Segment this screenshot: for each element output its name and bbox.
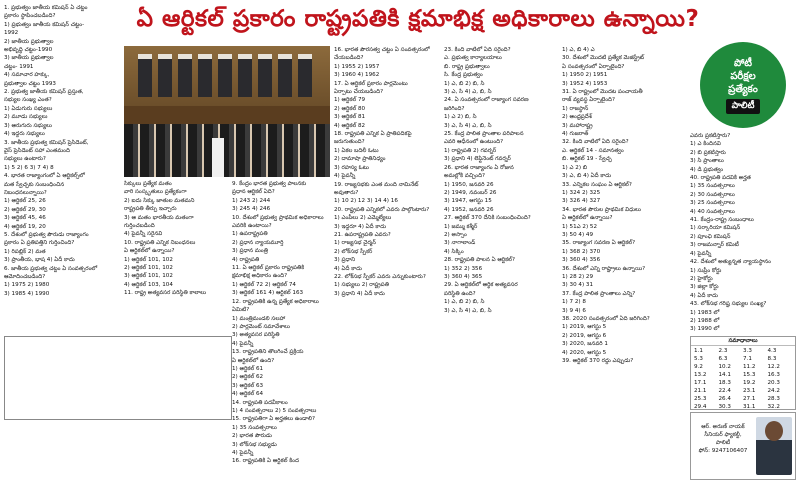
text-line: 3) ఎ, సి 4) ఎ, బి, సి (444, 307, 492, 314)
text-line: 27. ఆర్టికల్ 370 దేనికి సంబంధించింది? (444, 215, 531, 222)
text-line: 4) ఇద్దరు సభ్యులు (4, 131, 45, 138)
text-line: 1992 (4, 30, 19, 37)
text-line: 30. దేశంలో మొదటి ప్రత్యేక మెజిస్ట్రేట్ (562, 55, 645, 62)
answer-item: 11.2 (743, 364, 756, 370)
text-line: 1) సుప్రీం కోర్టు (690, 267, 722, 274)
text-line: చట్టం- 1991 (4, 63, 34, 70)
text-line: సి. కేంద్ర ప్రభుత్వం (444, 72, 483, 79)
answer-item: 16.3 (767, 372, 780, 378)
answer-item: 22.4 (718, 388, 731, 394)
text-line: 3) జిల్లా కోర్టు (690, 284, 719, 291)
answers-title: సమాధానాలు (691, 337, 795, 346)
text-line: జరిగింది? (444, 105, 465, 112)
text-line: 2) ఆర్టికల్ 62 (232, 374, 264, 381)
text-line: 4) ఆర్టికల్ 103, 104 (124, 281, 173, 288)
text-line: 1) సభ్యులు 2) రాష్ట్రపతి (334, 282, 389, 289)
text-line: 24. ఏ సంవత్సరంలో రాజ్యాంగ సవరణ (444, 97, 529, 104)
text-line: 1) 352 2) 356 (444, 265, 483, 272)
text-line: బి. ఆర్టికల్ 19 - స్వేచ్ఛ (562, 156, 612, 163)
text-line: 19. రాజ్యసభకు ఎంత మంది నామినేట్ (334, 181, 419, 188)
text-line: ఎవరికి ఉంటాయి? (232, 223, 272, 230)
text-line: 36. దేశంలో ఎన్ని రాష్ట్రాలు ఉన్నాయి? (562, 265, 646, 272)
answer-item: 10.2 (718, 364, 731, 370)
text-line: ప్రకారం స్థాపించబడింది? (4, 13, 56, 20)
text-line: ప్రధాన ఆర్టికల్ ఏది? (232, 189, 275, 196)
text-line: 25. కేంద్ర పాలిత ప్రాంతాల పరిపాలన (444, 131, 524, 138)
text-line: రాజ్ వ్యవస్థ ఏర్పాటైంది? (562, 97, 615, 104)
text-line: 1) ఎ, బి 4) ఎ (562, 47, 595, 53)
text-line: 3) ఆర్టికల్ 161 4) ఆర్టికల్ 163 (232, 290, 304, 297)
text-line: 2) 1949, నవంబర్ 26 (444, 189, 497, 196)
text-line: 4) 2020, ఆగస్టు 5 (562, 349, 607, 356)
text-line: 4) సమాచార హక్కు, (4, 72, 50, 79)
answer-item: 4.3 (767, 348, 777, 354)
text-line: 4) ఆర్టికల్ 82 (334, 122, 366, 129)
author-title: సీనియర్ ఫ్యాకల్టీ, (704, 432, 742, 438)
text-line: 1) ఉపరాష్ట్రపతి (232, 231, 268, 238)
text-line: 1) 1950 2) 1951 (562, 72, 608, 79)
text-line: 3) 360 4) 356 (562, 257, 601, 264)
text-line: ఏమిటి? (232, 307, 250, 314)
text-line: 3) 30 4) 31 (562, 282, 594, 289)
text-line: 3) ఎ, సి 4) ఎ, బి, సి (444, 122, 492, 129)
text-line: 1) ఆర్టికల్ 72 2) ఆర్టికల్ 74 (232, 281, 296, 288)
text-line: 21. ఉపరాష్ట్రపతి ఎవరు? (334, 231, 391, 238)
text-line: 6. జాతీయ ప్రభుత్వ చట్టం ఏ సంవత్సరంలో (4, 265, 98, 272)
answer-item: 24.2 (767, 388, 780, 394)
answer-item: 25.3 (694, 396, 707, 402)
text-line: 3) ఆర్టికల్ 63 (232, 382, 264, 389)
text-line: 3) 1985 4) 1990 (4, 290, 50, 297)
answer-item: 26.4 (718, 396, 731, 402)
text-line: జరుగుతుంది? (334, 139, 365, 146)
badge-line-2: పరీక్షల (730, 70, 756, 82)
text-line: 2) పార్లమెంట్ సమావేశాలు (232, 323, 290, 330)
text-line: 42. దేశంలో అత్యున్నత న్యాయస్థానం (690, 259, 771, 266)
text-line: 3) ప్రధాన మంత్రి (232, 248, 268, 255)
text-line: 15. రాష్ట్రపతిగా ఏ అర్హతలు ఉండాలి? (232, 416, 315, 423)
text-line: సిక్కులు ప్రత్యేక మతం (124, 181, 172, 187)
question-column-4 (334, 46, 442, 478)
text-line: 2) ప్రధాన న్యాయమూర్తి (232, 239, 284, 246)
text-line: 3) జాతీయ ప్రభుత్వాల (4, 55, 54, 62)
author-photo (756, 417, 792, 475)
question-column-6 (562, 46, 686, 478)
text-line: 2) ఆర్టికల్ 29, 30 (4, 206, 46, 213)
text-line: 1) ఎ కిందినవి (690, 141, 721, 148)
text-line: 10. దేశంలో ప్రభుత్వ ప్రాథమిక అధికారాలు (232, 214, 324, 221)
text-line: అమల్లోకి వచ్చింది? (444, 173, 485, 180)
text-line: అవుతారు? (334, 189, 359, 196)
text-line: 26. భారత రాజ్యాంగం ఏ రోజున (444, 164, 514, 171)
text-line: 3) 25 సంవత్సరాలు (690, 200, 735, 207)
question-column-5 (444, 46, 560, 478)
text-line: 1) ఎంపీలు 2) ఎమ్మెల్యేలు (334, 215, 392, 222)
text-line: ఎ. ఆర్టికల్ 14 - సమానత్వం (562, 147, 624, 154)
text-line: 1) 28 2) 29 (562, 273, 594, 280)
text-line: 2) హైకోర్టు (690, 275, 713, 282)
text-line: 38. 2020 సంవత్సరంలో ఏది జరిగింది? (562, 316, 650, 322)
text-line: 9. కేంద్రం భారత ప్రభుత్వ పాలనకు (232, 181, 307, 187)
text-line: నిబంధనలున్నాయి? (4, 189, 47, 196)
text-line: 3) 9 4) 6 (562, 307, 586, 314)
text-line: వారి సంస్కృతులు ప్రత్యేకంగా (124, 189, 187, 196)
answers-box (690, 336, 796, 410)
text-line: 1) ప్రభుత్వం జాతీయ కమిషన్ చట్టం- (4, 21, 85, 28)
answer-item: 15.3 (743, 372, 756, 378)
text-line: 3) ప్రధాని 4) ఏదీ కాదు (334, 290, 385, 297)
text-line: 14. రాష్ట్రపతి పదవీకాలం (232, 399, 288, 406)
text-line: 1) 1950, జనవరి 26 (444, 181, 494, 188)
text-line: అభివృద్ధి చట్టం-1990 (4, 47, 53, 54)
question-column-1 (4, 4, 122, 344)
answer-item: 9.2 (694, 364, 703, 370)
text-line: 1. ప్రభుత్వం జాతీయ కమిషన్ ఏ చట్టం (4, 5, 88, 11)
answer-item: 31.1 (743, 404, 756, 410)
text-line: 37. కేంద్ర పాలిత ప్రాంతాలు ఎన్ని? (562, 290, 636, 297)
text-line: 1) ఎ 2) బి, సి (444, 114, 477, 121)
text-line: 3) లోక్‌సభ సభ్యుడు (232, 441, 277, 448)
text-line: 2) 2019, ఆగస్టు 6 (562, 332, 607, 339)
text-line: ఎవరి ఆధీనంలో ఉంటుంది? (444, 139, 504, 146)
text-line: గుర్తించబడింది (124, 223, 155, 230)
text-line: 3) ఆ మతం భారతీయ మతంగా (124, 214, 194, 221)
text-line: 2) 1988 లో (690, 317, 720, 324)
text-line: 1) రాజస్థాన్ (562, 105, 589, 112)
text-line: ఎ. ప్రభుత్వ కార్యాలయాలు (444, 55, 502, 62)
text-line: 22. లోక్‌సభ స్పీకర్ ఎవరు ఎన్నుకుంటారు? (334, 273, 426, 280)
text-line: 3) 50 4) 49 (562, 231, 594, 238)
text-line: 4) గుజరాత్ (562, 131, 589, 138)
text-line: 3) ప్రధాని 4) లెఫ్టినెంట్ గవర్నర్ (444, 156, 511, 163)
text-line: మత స్వేచ్ఛకు సంబంధించిన (4, 181, 65, 188)
text-line: 3) 1952 4) 1953 (562, 80, 608, 87)
text-line: 20. రాష్ట్రపతి ఎన్నికలో ఎవరు పాల్గొంటారు? (334, 206, 430, 213)
answer-item: 18.3 (718, 380, 731, 386)
text-line: 29. ఏ ఆర్టికల్‌లో ఆర్థిక అత్యవసర (444, 282, 518, 289)
text-line: 1) ఏకల బదిలీ ఓటు (334, 147, 379, 154)
text-line: 3) అత్యవసర పరిస్థితి (232, 332, 280, 339)
text-line: 2) ఆర్టికల్ 101, 102 (124, 265, 173, 272)
text-line: ఏర్పాటు చేయబడింది? (334, 89, 384, 96)
text-line: 1) మంత్రిమండలి సలహా (232, 315, 286, 322)
text-line: 16. రాష్ట్రపతికి ఏ ఆర్టికల్ కింద (232, 458, 299, 465)
text-line: 28. రాష్ట్రపతి పాలన ఏ ఆర్టికల్? (444, 257, 515, 264)
text-line: 32. కింది వాటిలో ఏది సరైంది? (562, 139, 629, 146)
text-line: ప్రభుత్వాల చట్టం 1993 (4, 80, 56, 87)
answer-item: 17.1 (694, 380, 707, 386)
text-line: 35. రాజ్యాంగ సవరణ ఏ ఆర్టికల్? (562, 240, 636, 247)
text-line: 1) రాష్ట్రపతి 2) గవర్నర్ (444, 147, 497, 154)
text-line: 11. రాష్ట్ర అత్యవసర పరిస్థితి కాలాలు (124, 290, 207, 297)
text-line: 4) పైవన్నీ (232, 450, 254, 456)
text-line: 3) ఇద్దరూ 4) ఏదీ కాదు (334, 223, 387, 230)
author-name: ఆర్. అరుణ్ నాయక్ (701, 424, 745, 430)
text-line: 3. జాతీయ ప్రభుత్వ కమిషన్ ప్రెసిడెంట్, (4, 139, 89, 146)
section-badge (700, 42, 786, 128)
text-line: 2) ఆంధ్రప్రదేశ్ (562, 114, 592, 121)
text-line: 1) 368 2) 370 (562, 248, 601, 255)
question-column-2 (124, 180, 230, 330)
text-line: 33. ఎన్నికల సంఘం ఏ ఆర్టికల్? (562, 181, 632, 188)
answer-item: 13.2 (694, 372, 707, 378)
supreme-court-photo (124, 46, 330, 177)
text-line: 3) ప్రధాని (334, 257, 356, 264)
text-line: 1) 35 సంవత్సరాలు (690, 183, 735, 190)
author-subject: పాలిటీ (715, 440, 731, 446)
text-line: 4) డి ప్రభుత్వం (690, 166, 724, 173)
answer-item: 14.1 (718, 372, 731, 378)
answers-grid (691, 346, 795, 412)
text-line: ఏ సంవత్సరంలో ఏర్పాటైంది? (562, 63, 625, 70)
text-line: 3) ఆర్టికల్ 101, 102 (124, 273, 173, 280)
text-line: 3) 1960 4) 1962 (334, 72, 380, 79)
text-line: 4) సిక్కిం (444, 248, 464, 255)
answer-item: 23.1 (743, 388, 756, 394)
answer-item: 3.3 (743, 348, 752, 354)
text-line: 3) ఎ, బి 4) ఏదీ కాదు (562, 173, 612, 180)
text-line: సభ్యులు ఉంటారు? (4, 156, 46, 163)
text-line: 3) రహస్య ఓటు (334, 164, 369, 171)
text-line: 18. రాష్ట్రపతి ఎన్నిక ఏ ప్రాతిపదికపై (334, 131, 412, 138)
text-line: 3) ఆరుగురు సభ్యులు (4, 122, 52, 129)
text-line: 2) దామాషా ప్రాతినిధ్యం (334, 156, 386, 163)
text-line: ప్రకారం ఏ ప్రతిపత్తిని గుర్తించింది? (4, 240, 75, 247)
answer-item: 27.1 (743, 396, 756, 402)
text-line: 1) 1955 2) 1957 (334, 63, 380, 70)
text-line: 1) 1983 లో (690, 309, 720, 316)
text-line: 1) ఎ, బి 2) బి, సి (444, 80, 485, 87)
text-line: ఆమోదించబడింది? (4, 274, 46, 280)
text-line: 1) సర్కారియా కమిషన్ (690, 225, 741, 232)
text-line: 1) ఆర్టికల్ 61 (232, 365, 264, 372)
text-line: 4) పైవన్నీ (334, 173, 356, 180)
text-line: బి. రాష్ట్ర ప్రభుత్వాలు (444, 63, 490, 70)
text-line: 4) 1952, జనవరి 26 (444, 206, 494, 213)
text-line: 1) ఆర్టికల్ 101, 102 (124, 256, 173, 263)
author-phone: ఫోన్: 9247106407 (698, 448, 748, 454)
text-line: ఏ ఆర్టికల్‌లో ఉంది? (232, 357, 275, 364)
text-line: 2) ఐదు సిక్కు జాతుల మతమని (124, 197, 195, 204)
answer-item: 2.3 (718, 348, 728, 354)
text-line: 17. ఏ ఆర్టికల్ ప్రకారం పార్లమెంటు (334, 80, 408, 87)
badge-line-3: ప్రత్యేకం (728, 83, 758, 95)
text-line: 23. కింది వాటిలో ఏది సరైంది? (444, 47, 511, 53)
text-line: 43. లోక్‌సభ గరిష్ట సభ్యుల సంఖ్య? (690, 301, 767, 308)
text-line: 1) ఎ, బి 2) బి, సి (444, 299, 485, 306)
text-line: 12. రాష్ట్రపతికి ఉన్న ప్రత్యేక అధికారాలు (232, 298, 319, 305)
text-line: 1) 51ఎ 2) 52 (562, 223, 598, 230)
text-line: 3) 360 4) 365 (444, 273, 483, 280)
text-line: 1) 35 సంవత్సరాలు (232, 424, 277, 431)
text-line: వైస్ ప్రెసిడెంట్ సహా ఎంతమంది (4, 147, 70, 154)
text-line: 3) 1947, ఆగస్టు 15 (444, 198, 492, 205)
text-line: 3) మహారాష్ట్ర (562, 122, 593, 129)
text-line: 4) ఆర్టికల్ 64 (232, 391, 264, 398)
text-line: 1) 243 2) 244 (232, 197, 271, 204)
text-line: చేయబడింది? (334, 55, 364, 62)
text-line: 4) పైవన్నీ సరైనవి (124, 231, 163, 238)
text-line: 3) ఆర్టికల్ 81 (334, 114, 366, 121)
answer-item: 5.3 (694, 356, 703, 362)
text-line: క్షమాభిక్ష అధికారం ఉంది? (232, 273, 288, 280)
text-line: 2) పూంఛి కమిషన్ (690, 233, 731, 240)
text-line: 3) రాజమన్నార్ కమిటీ (690, 242, 739, 249)
text-line: 3) సి ప్రాంతాలు (690, 158, 724, 165)
text-line: 3) నాగాలాండ్ (444, 240, 476, 247)
text-line: 4) పైవన్నీ (690, 250, 712, 257)
text-line: 5. దేశంలో ప్రభుత్వ పౌరుడు రాజ్యాంగం (4, 231, 89, 238)
author-box (690, 412, 796, 480)
text-line: 3) ఆర్టికల్ 45, 46 (4, 215, 46, 222)
text-line: 1) రాజ్యసభ చైర్మన్ (334, 240, 376, 247)
text-line: 3) ఎ, సి 4) ఎ, బి, సి (444, 89, 492, 96)
text-line: 2) అస్సాం (444, 231, 467, 238)
text-line: 34. భారత పౌరుల ప్రాథమిక విధులు (562, 206, 641, 213)
text-line: 4) ఏదీ కాదు (690, 292, 718, 299)
text-line: 1) ఆర్టికల్ 79 (334, 97, 366, 104)
answer-item: 19.2 (743, 380, 756, 386)
answer-item: 6.3 (718, 356, 728, 362)
text-line: 1) 324 2) 325 (562, 189, 601, 196)
answer-item: 29.4 (694, 404, 707, 410)
text-line: ఏ ఆర్టికల్‌లో ఉన్నాయి? (562, 215, 613, 222)
text-line: 1) 10 2) 12 3) 14 4) 16 (334, 198, 398, 205)
text-line: 1) 1975 2) 1980 (4, 282, 50, 289)
question-column-3 (232, 180, 332, 478)
author-info (695, 423, 751, 455)
text-line: 2) లోక్‌సభ స్పీకర్ (334, 248, 373, 255)
answer-item: 32.2 (767, 404, 780, 410)
text-line: 3) 2020, జనవరి 1 (562, 341, 608, 348)
text-line: 4) ఆర్టికల్ 19, 20 (4, 223, 46, 230)
question-column-7 (690, 132, 794, 332)
text-line: 4) ఏదీ కాదు (334, 265, 362, 272)
text-line: 3) 326 4) 327 (562, 198, 601, 205)
text-line: 31. ఏ రాష్ట్రంలో మొదట పంచాయతీ (562, 89, 643, 96)
text-line: 41. కేంద్రం-రాష్ట్ర సంబంధాలు (690, 217, 754, 224)
text-line: 39. ఆర్టికల్ 370 రద్దు ఎప్పుడు? (562, 358, 634, 365)
text-line: 40. రాష్ట్రపతి పదవికి అర్హత (690, 175, 751, 182)
answer-item: 7.1 (743, 356, 752, 362)
text-line: 1) 7 2) 8 (562, 299, 586, 306)
text-line: 2) మూడు సభ్యులు (4, 114, 48, 121)
answer-item: 21.1 (694, 388, 707, 394)
text-line: 10. రాష్ట్రపతి ఎన్నిక నిబంధనలు (124, 239, 196, 246)
text-line: 2) భారత పౌరుడు (232, 433, 272, 440)
text-line: 3) 1990 లో (690, 326, 720, 332)
text-line: 2) 30 సంవత్సరాలు (690, 191, 735, 198)
text-line: 4) రాష్ట్రపతి (232, 256, 260, 263)
text-line: 1) ఏడుగురు సభ్యులు (4, 105, 53, 112)
text-line: 1) రిపబ్లిక్ 2) మత (4, 248, 46, 255)
text-line: 3) 245 4) 246 (232, 206, 271, 213)
text-line: 4. భారత రాజ్యాంగంలో ఏ ఆర్టికల్స్‌లో (4, 173, 85, 180)
match-box (4, 336, 232, 420)
answer-item: 8.3 (767, 356, 777, 362)
text-line: 16. భారత పౌరసత్వ చట్టం ఏ సంవత్సరంలో (334, 47, 430, 53)
badge-line-4: పాలిటీ (726, 99, 761, 114)
text-line: 1) 4 సంవత్సరాలు 2) 5 సంవత్సరాలు (232, 407, 317, 414)
page-headline: ఏ ఆర్టికల్ ప్రకారం రాష్ట్రపతికి క్షమాభిక్ష అధికారాలు ఉన్నాయి? (136, 6, 700, 32)
text-line: సభ్యుల సంఖ్య ఎంత? (4, 97, 52, 104)
text-line: పరిస్థితి ఉంది? (444, 290, 476, 297)
text-line: 1) 5 2) 6 3) 7 4) 8 (4, 164, 54, 171)
text-line: రాష్ట్రపతి తీర్పు ఇచ్చారు (124, 206, 177, 213)
text-line: 1) ఆర్టికల్ 25, 26 (4, 198, 46, 205)
badge-line-1: పోటీ (734, 57, 752, 69)
text-line: 11. ఏ ఆర్టికల్ ప్రకారం రాష్ట్రపతికి (232, 265, 305, 272)
answer-item: 28.3 (767, 396, 780, 402)
text-line: 1) 2019, ఆగస్టు 5 (562, 324, 607, 331)
text-line: ఎవరు ప్రకటిస్తారు? (690, 133, 731, 139)
text-line: ఏ ఆర్టికల్‌లో ఉన్నాయి? (124, 248, 175, 255)
text-line: 3) ప్రాంతీయ, భాష 4) ఏదీ కాదు (4, 257, 75, 264)
answer-item: 20.3 (767, 380, 780, 386)
text-line: 4) 40 సంవత్సరాలు (690, 208, 735, 215)
answer-item: 1.1 (694, 348, 703, 354)
text-line: 1) ఎ 2) బి (562, 164, 588, 171)
text-line: 2) జాతీయ ప్రభుత్వాల (4, 38, 54, 45)
text-line: 2) ఆర్టికల్ 80 (334, 105, 366, 112)
text-line: 2) బి ప్రకటిస్తారు (690, 149, 726, 156)
text-line: 2. ప్రభుత్వ జాతీయ కమిషన్ ప్రస్తుత, (4, 89, 84, 96)
text-line: 1) జమ్ము కశ్మీర్ (444, 223, 478, 230)
text-line: 4) పైవన్నీ (232, 340, 254, 347)
text-line: 13. రాష్ట్రపతిని తొలగించే ప్రక్రియ (232, 349, 304, 356)
answer-item: 12.2 (767, 364, 780, 370)
answer-item: 30.3 (718, 404, 731, 410)
